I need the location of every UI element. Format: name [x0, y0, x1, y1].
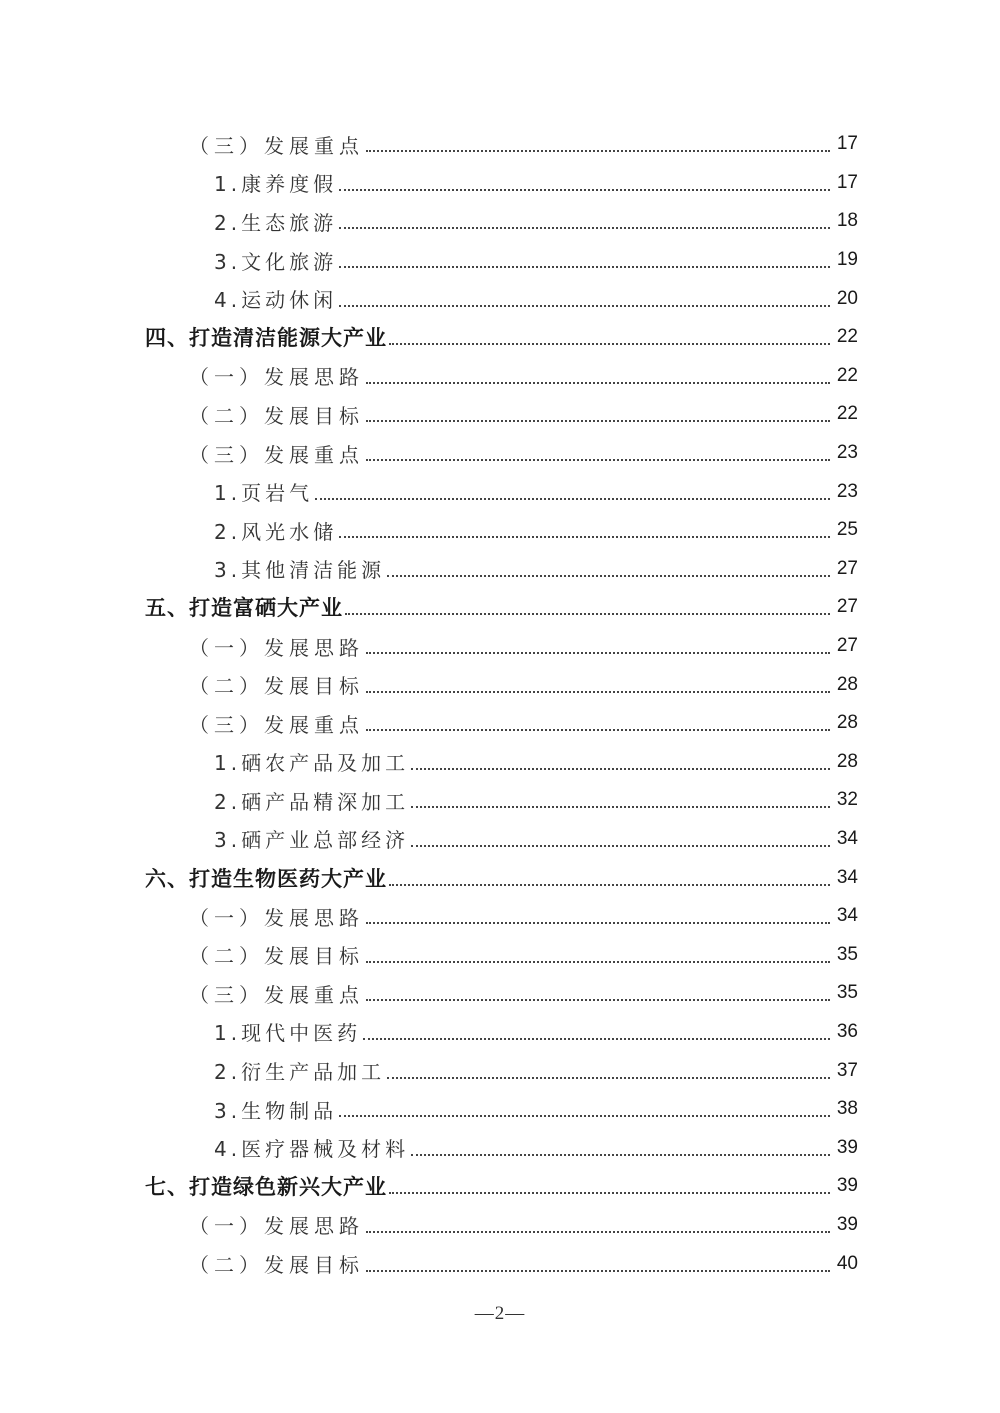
toc-entry[interactable]	[0, 1206, 1000, 1245]
toc-entry-title: （三）发展重点	[189, 133, 364, 158]
toc-entry[interactable]	[0, 202, 1000, 241]
toc-entry-title: 四、打造清洁能源大产业	[145, 326, 387, 351]
toc-entry[interactable]	[0, 1128, 1000, 1167]
toc-entry[interactable]	[0, 1090, 1000, 1129]
toc-entry-title: （一）发展思路	[189, 635, 364, 660]
toc-entry[interactable]	[0, 665, 1000, 704]
toc-entry-title: （一）发展思路	[189, 365, 364, 390]
toc-entry-title: 五、打造富硒大产业	[145, 596, 343, 621]
toc-dot-leader	[339, 227, 830, 229]
toc-entry-title: （一）发展思路	[189, 1214, 364, 1239]
toc-entry-title: （一）发展思路	[189, 905, 364, 930]
toc-entry-title: 1.现代中医药	[214, 1021, 362, 1046]
toc-entry-title: （二）发展目标	[189, 944, 364, 969]
toc-entry-title: 4.医疗器械及材料	[214, 1137, 410, 1162]
toc-dot-leader	[363, 1038, 830, 1040]
toc-entry[interactable]	[0, 704, 1000, 743]
toc-entry[interactable]	[0, 627, 1000, 666]
toc-entry-page-number: 32	[836, 789, 858, 811]
toc-entry-title: 2.硒产品精深加工	[214, 789, 410, 814]
toc-dot-leader	[411, 768, 830, 770]
toc-entry[interactable]	[0, 279, 1000, 318]
toc-entry-title: 3.硒产业总部经济	[214, 828, 410, 853]
toc-entry[interactable]	[0, 1167, 1000, 1206]
toc-entry-page-number: 37	[836, 1059, 858, 1081]
toc-dot-leader	[387, 1077, 830, 1079]
toc-entry-page-number: 27	[836, 557, 858, 579]
toc-entry[interactable]	[0, 434, 1000, 473]
toc-entry[interactable]	[0, 318, 1000, 357]
toc-entry-page-number: 36	[836, 1020, 858, 1042]
toc-entry-page-number: 22	[836, 403, 858, 425]
toc-entry-page-number: 28	[836, 712, 858, 734]
toc-dot-leader	[389, 343, 830, 345]
toc-entry-title: （三）发展重点	[189, 982, 364, 1007]
toc-entry[interactable]	[0, 743, 1000, 782]
toc-entry-page-number: 25	[836, 519, 858, 541]
toc-entry-page-number: 17	[836, 171, 858, 193]
toc-dot-leader	[411, 1154, 830, 1156]
toc-dot-leader	[366, 420, 830, 422]
toc-entry-page-number: 38	[836, 1098, 858, 1120]
toc-entry-page-number: 23	[836, 442, 858, 464]
toc-entry-title: 七、打造绿色新兴大产业	[145, 1175, 387, 1200]
toc-entry-page-number: 22	[836, 364, 858, 386]
toc-entry-page-number: 27	[836, 596, 858, 618]
toc-entry[interactable]	[0, 781, 1000, 820]
toc-dot-leader	[339, 189, 830, 191]
toc-dot-leader	[339, 536, 830, 538]
toc-dot-leader	[366, 729, 830, 731]
toc-entry[interactable]	[0, 1244, 1000, 1283]
toc-entry-page-number: 35	[836, 982, 858, 1004]
toc-entry[interactable]	[0, 1051, 1000, 1090]
toc-entry[interactable]	[0, 974, 1000, 1013]
toc-entry-page-number: 39	[836, 1136, 858, 1158]
toc-entry-page-number: 27	[836, 635, 858, 657]
toc-entry-page-number: 40	[836, 1252, 858, 1274]
toc-entry[interactable]	[0, 395, 1000, 434]
toc-entry[interactable]	[0, 820, 1000, 859]
toc-entry-title: 4.运动休闲	[214, 288, 338, 313]
toc-entry-page-number: 20	[836, 287, 858, 309]
toc-entry[interactable]	[0, 935, 1000, 974]
toc-dot-leader	[366, 150, 830, 152]
toc-entry[interactable]	[0, 897, 1000, 936]
toc-entry[interactable]	[0, 550, 1000, 589]
toc-entry-page-number: 39	[836, 1175, 858, 1197]
toc-entry-page-number: 17	[836, 133, 858, 155]
toc-entry[interactable]	[0, 472, 1000, 511]
toc-dot-leader	[389, 884, 830, 886]
toc-entry-page-number: 28	[836, 750, 858, 772]
toc-dot-leader	[315, 498, 830, 500]
toc-entry-title: 3.生物制品	[214, 1098, 338, 1123]
toc-dot-leader	[366, 691, 830, 693]
toc-entry-page-number: 18	[836, 210, 858, 232]
toc-entry-page-number: 39	[836, 1213, 858, 1235]
toc-entry-title: 2.风光水储	[214, 519, 338, 544]
toc-dot-leader	[366, 459, 830, 461]
toc-dot-leader	[366, 652, 830, 654]
toc-dot-leader	[366, 922, 830, 924]
toc-entry-title: 六、打造生物医药大产业	[145, 866, 387, 891]
toc-dot-leader	[339, 1115, 830, 1117]
toc-entry[interactable]	[0, 164, 1000, 203]
toc-entry-title: 3.文化旅游	[214, 249, 338, 274]
toc-entry-title: 2.生态旅游	[214, 210, 338, 235]
toc-entry[interactable]	[0, 511, 1000, 550]
toc-entry-page-number: 28	[836, 673, 858, 695]
toc-dot-leader	[387, 575, 830, 577]
toc-entry[interactable]	[0, 588, 1000, 627]
toc-dot-leader	[389, 1192, 830, 1194]
toc-entry-page-number: 34	[836, 905, 858, 927]
toc-dot-leader	[345, 613, 830, 615]
toc-entry-title: 1.康养度假	[214, 172, 338, 197]
toc-dot-leader	[339, 305, 830, 307]
toc-dot-leader	[339, 266, 830, 268]
toc-entry[interactable]	[0, 357, 1000, 396]
toc-dot-leader	[411, 806, 830, 808]
toc-entry-page-number: 22	[836, 326, 858, 348]
toc-entry-page-number: 34	[836, 827, 858, 849]
toc-entry[interactable]	[0, 125, 1000, 164]
toc-entry-title: （三）发展重点	[189, 712, 364, 737]
toc-entry-title: （二）发展目标	[189, 674, 364, 699]
toc-entry-title: 2.衍生产品加工	[214, 1060, 386, 1085]
toc-dot-leader	[366, 382, 830, 384]
toc-entry-title: 3.其他清洁能源	[214, 558, 386, 583]
toc-dot-leader	[411, 845, 830, 847]
toc-entry[interactable]	[0, 241, 1000, 280]
toc-entry-page-number: 34	[836, 866, 858, 888]
toc-entry-title: （三）发展重点	[189, 442, 364, 467]
toc-entry-title: 1.硒农产品及加工	[214, 751, 410, 776]
toc-entry-page-number: 19	[836, 249, 858, 271]
toc-entry-title: （二）发展目标	[189, 1253, 364, 1278]
toc-dot-leader	[366, 1270, 830, 1272]
page-number: —2—	[474, 1303, 526, 1324]
table-of-contents	[0, 125, 1000, 1283]
toc-entry-title: （二）发展目标	[189, 403, 364, 428]
toc-entry-page-number: 23	[836, 480, 858, 502]
toc-entry[interactable]	[0, 1013, 1000, 1052]
toc-dot-leader	[366, 1231, 830, 1233]
toc-entry-page-number: 35	[836, 943, 858, 965]
toc-dot-leader	[366, 961, 830, 963]
toc-dot-leader	[366, 999, 830, 1001]
toc-entry-title: 1.页岩气	[214, 481, 314, 506]
toc-entry[interactable]	[0, 858, 1000, 897]
